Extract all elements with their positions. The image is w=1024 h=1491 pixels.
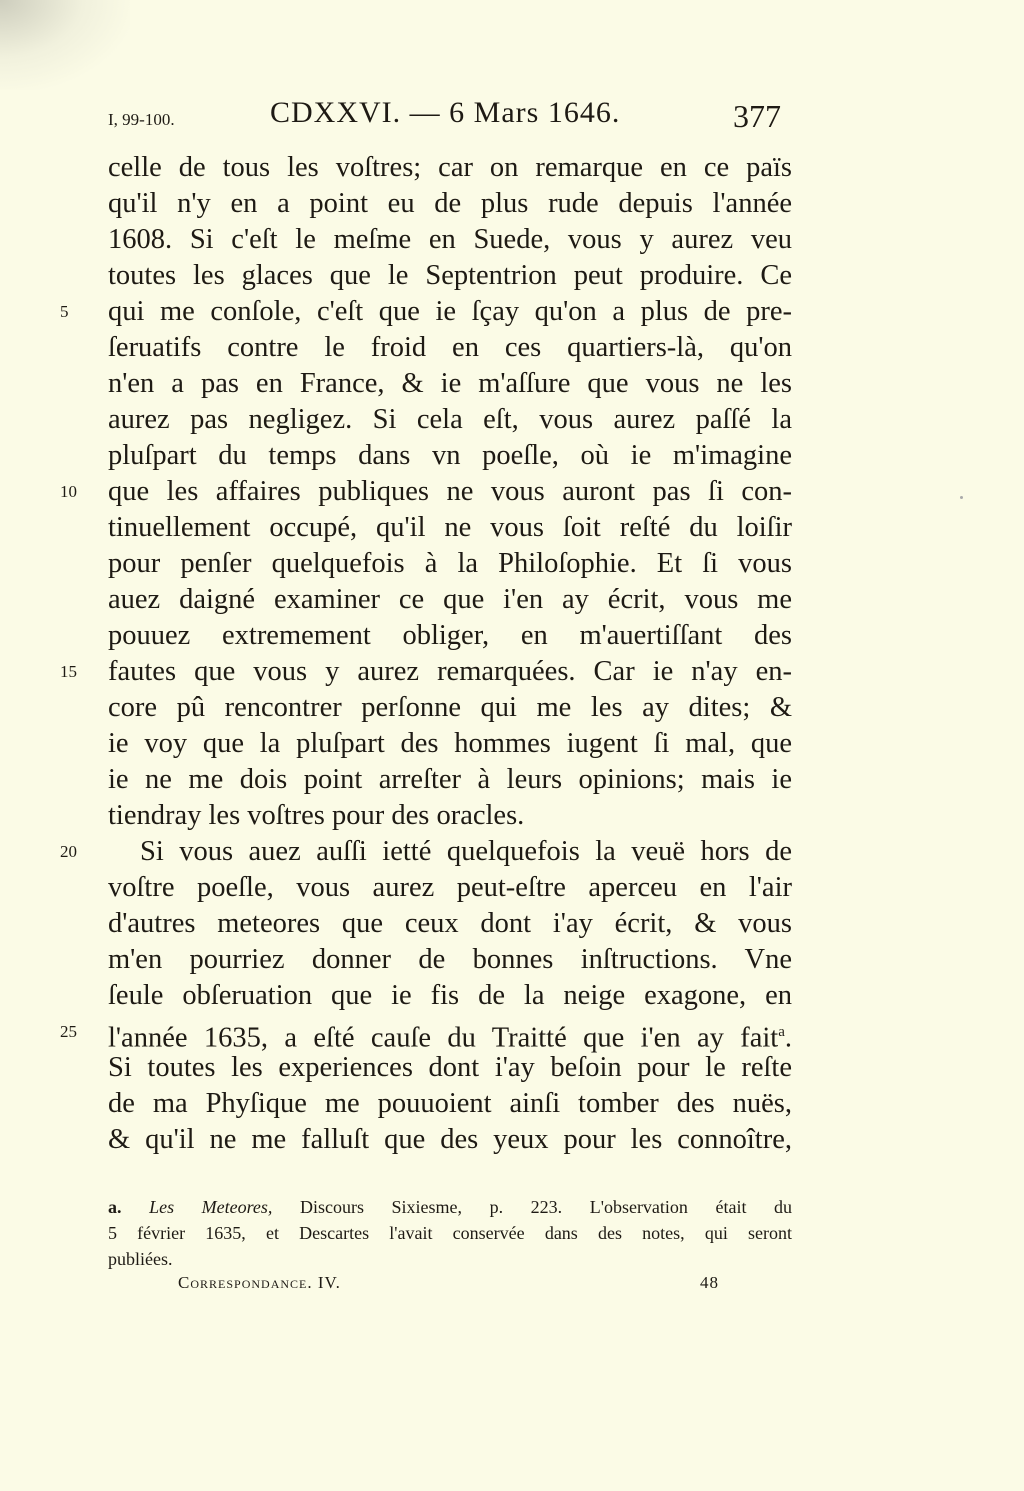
text-line: d'autres meteores que ceux dont i'ay écrit, & vous [108,908,792,939]
footnote-line: publiées. [108,1249,173,1269]
text-line: Si vous auez auſſi ietté quelquefois la veuë hors de [140,836,792,867]
line-number: 10 [60,482,77,501]
text-line: pouuez extremement obliger, en m'auertiſſant des [108,620,792,651]
text-line: tiendray les voſtres pour des oracles. [108,800,525,831]
text-line: 1608. Si c'eſt le meſme en Suede, vous y aurez veu [108,224,792,255]
footnote [108,1194,792,1272]
page-corner-shadow [0,0,130,90]
volume-reference: I, 99-100. [108,110,175,129]
paper-speck [960,496,963,499]
text-line: ſeruatifs contre le froid en ces quartiers-là, qu'on [108,332,792,363]
footnote-title: Les Meteores, [149,1197,273,1217]
text-line-with-note: l'année 1635, a eſté cauſe du Traitté que i'en ay fait$^a$. [108,1022,792,1054]
footnote-marker: a [778,1024,785,1040]
letter-title: CDXXVI. — 6 Mars 1646. [270,96,621,129]
text-line: que les affaires publiques ne vous auront pas ſi con- [108,476,792,507]
text-line: de ma Phyſique me pouuoient ainſi tomber des nuës, [108,1088,792,1119]
text-line: core pû rencontrer perſonne qui me les ay dites; & [108,692,792,723]
text-line: n'en a pas en France, & ie m'aſſure que vous ne les [108,368,792,399]
signature-mark: Correspondance. IV. [178,1273,341,1292]
text-line: qu'il n'y en a point eu de plus rude depuis l'année [108,188,792,219]
text-line: ie voy que la pluſpart des hommes iugent ſi mal, que [108,728,792,759]
line-number: 5 [60,302,69,321]
text-line: toutes les glaces que le Septentrion peut produire. Ce [108,260,792,291]
footnote-label: a. [108,1197,122,1217]
signature-number: 48 [700,1273,719,1292]
text-line: tinuellement occupé, qu'il ne vous ſoit reſté du loiſir [108,512,792,543]
text-line: pluſpart du temps dans vn poeſle, où ie m'imagine [108,440,792,471]
text-line: celle de tous les voſtres; car on remarque en ce païs [108,152,792,183]
page-number: 377 [733,98,781,134]
text-line: ſeule obſeruation que ie fis de la neige exagone, en [108,980,792,1011]
text-line: voſtre poeſle, vous aurez peut-eſtre aperceu en l'air [108,872,792,903]
line-number: 25 [60,1022,77,1041]
text-line-content: l'année 1635, a eſté cauſe du Traitté que i'en ay fait [108,1022,779,1054]
line-number: 20 [60,842,77,861]
text-line: qui me conſole, c'eſt que ie ſçay qu'on a plus de pre- [108,296,792,327]
text-line: auez daigné examiner ce que i'en ay écrit, vous me [108,584,792,615]
text-line: aurez pas negligez. Si cela eſt, vous aurez paſſé la [108,404,792,435]
footnote-text: Discours Sixiesme, p. 223. L'observation était du [300,1197,793,1217]
text-line: Si toutes les experiences dont i'ay beſoin pour le reſte [108,1052,792,1083]
line-number: 15 [60,662,77,681]
text-line: & qu'il ne me falluſt que des yeux pour les connoître, [108,1124,792,1155]
text-line: m'en pourriez donner de bonnes inſtructions. Vne [108,944,792,975]
footnote-line: 5 février 1635, et Descartes l'avait conservée dans des notes, qui seront [108,1223,792,1243]
text-line: fautes que vous y aurez remarquées. Car ie n'ay en- [108,656,792,687]
running-header [0,96,1024,146]
footnote-line [108,1194,792,1220]
text-line: ie ne me dois point arreſter à leurs opinions; mais ie [108,764,792,795]
text-line: pour penſer quelquefois à la Philoſophie. Et ſi vous [108,548,792,579]
